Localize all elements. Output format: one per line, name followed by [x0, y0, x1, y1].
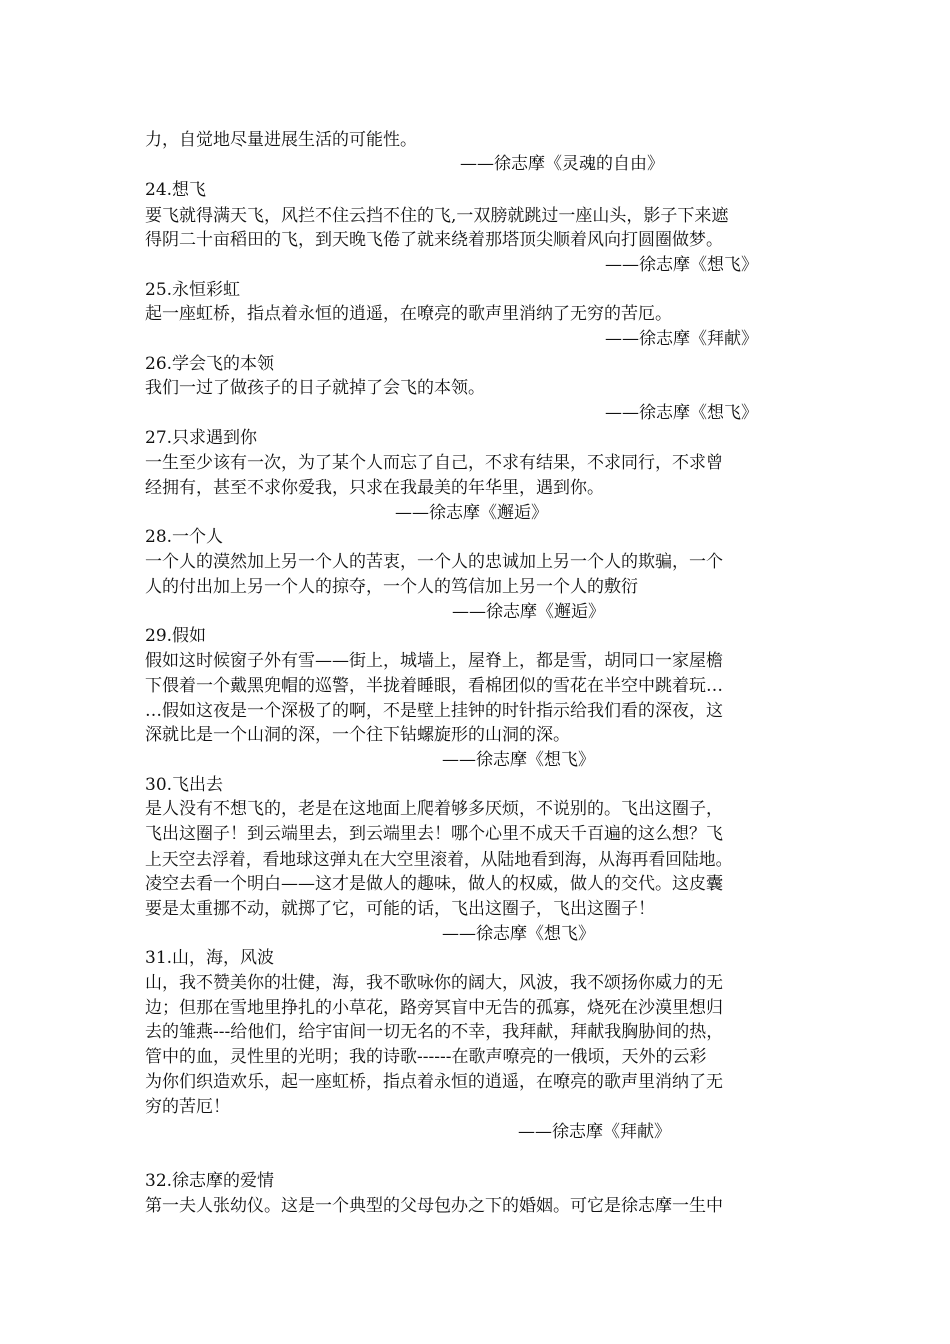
section-heading: 24.想飞	[145, 180, 207, 200]
body-text-line: 上天空去浮着，看地球这弹丸在大空里滚着，从陆地看到海，从海再看回陆地。	[145, 849, 733, 869]
body-text-line: 凌空去看一个明白——这才是做人的趣味，做人的权威，做人的交代。这皮囊	[145, 874, 723, 894]
body-text-line: 边；但那在雪地里挣扎的小草花，路旁冥盲中无告的孤寡，烧死在沙漠里想归	[145, 998, 723, 1018]
body-text-line: 为你们织造欢乐，起一座虹桥，指点着永恒的逍遥，在嘹亮的歌声里消纳了无	[145, 1072, 723, 1092]
attribution-line: ——徐志摩《想飞》	[605, 255, 758, 275]
section-heading: 30.飞出去	[145, 775, 224, 795]
body-text-line: 山，我不赞美你的壮健，海，我不歌咏你的阔大，风波，我不颂扬你威力的无	[145, 973, 723, 993]
body-text-line: 要飞就得满天飞，风拦不住云挡不住的飞,一双膀就跳过一座山头，影子下来遮	[145, 206, 729, 226]
body-text-line: 是人没有不想飞的，老是在这地面上爬着够多厌烦，不说别的。飞出这圈子，	[145, 799, 723, 819]
body-text-line: 飞出这圈子！到云端里去，到云端里去！哪个心里不成天千百遍的这么想？飞	[145, 824, 723, 844]
section-heading: 29.假如	[145, 626, 207, 646]
attribution-line: ——徐志摩《想飞》	[442, 924, 595, 944]
body-text-line: 下偎着一个戴黑兜帽的巡警，半拢着睡眼，看棉团似的雪花在半空中跳着玩…	[145, 676, 723, 696]
attribution-line: ——徐志摩《邂逅》	[395, 503, 548, 523]
attribution-line: ——徐志摩《拜献》	[518, 1122, 671, 1142]
body-text-line: 第一夫人张幼仪。这是一个典型的父母包办之下的婚姻。可它是徐志摩一生中	[145, 1196, 723, 1216]
body-text-line: 深就比是一个山洞的深，一个往下钻螺旋形的山洞的深。	[145, 725, 570, 745]
body-text-line: 假如这时候窗子外有雪——街上，城墙上，屋脊上，都是雪，胡同口一家屋檐	[145, 651, 723, 671]
section-heading: 27.只求遇到你	[145, 428, 258, 448]
body-text-line: 穷的苦厄！	[145, 1097, 230, 1117]
body-text-line: …假如这夜是一个深极了的啊，不是壁上挂钟的时针指示给我们看的深夜，这	[145, 701, 723, 721]
attribution-line: ——徐志摩《拜献》	[605, 329, 758, 349]
attribution-line: ——徐志摩《想飞》	[605, 403, 758, 423]
body-text-line: 去的雏燕---给他们，给宇宙间一切无名的不幸，我拜献，拜献我胸胁间的热，	[145, 1022, 724, 1042]
section-heading: 31.山，海，风波	[145, 948, 275, 968]
attribution-line: ——徐志摩《邂逅》	[452, 602, 605, 622]
body-text-line: 一生至少该有一次，为了某个人而忘了自己，不求有结果，不求同行，不求曾	[145, 453, 723, 473]
body-text-line: 要是太重挪不动，就掷了它，可能的话，飞出这圈子，飞出这圈子！	[145, 899, 655, 919]
section-heading: 32.徐志摩的爱情	[145, 1171, 275, 1191]
attribution-line: ——徐志摩《想飞》	[442, 750, 595, 770]
section-heading: 26.学会飞的本领	[145, 354, 275, 374]
body-text-line: 经拥有，甚至不求你爱我，只求在我最美的年华里，遇到你。	[145, 478, 604, 498]
body-text-line: 力，自觉地尽量进展生活的可能性。	[145, 130, 417, 150]
body-text-line: 我们一过了做孩子的日子就掉了会飞的本领。	[145, 378, 485, 398]
body-text-line: 起一座虹桥，指点着永恒的逍遥，在嘹亮的歌声里消纳了无穷的苦厄。	[145, 304, 672, 324]
body-text-line: 管中的血，灵性里的光明；我的诗歌------在歌声嘹亮的一俄顷，天外的云彩	[145, 1047, 707, 1067]
body-text-line: 一个人的漠然加上另一个人的苦衷，一个人的忠诚加上另一个人的欺骗，一个	[145, 552, 723, 572]
body-text-line: 人的付出加上另一个人的掠夺，一个人的笃信加上另一个人的敷衍	[145, 577, 638, 597]
attribution-line: ——徐志摩《灵魂的自由》	[460, 154, 664, 174]
section-heading: 28.一个人	[145, 527, 224, 547]
body-text-line: 得阴二十亩稻田的飞，到天晚飞倦了就来绕着那塔顶尖顺着风向打圆圈做梦。	[145, 230, 723, 250]
section-heading: 25.永恒彩虹	[145, 280, 241, 300]
